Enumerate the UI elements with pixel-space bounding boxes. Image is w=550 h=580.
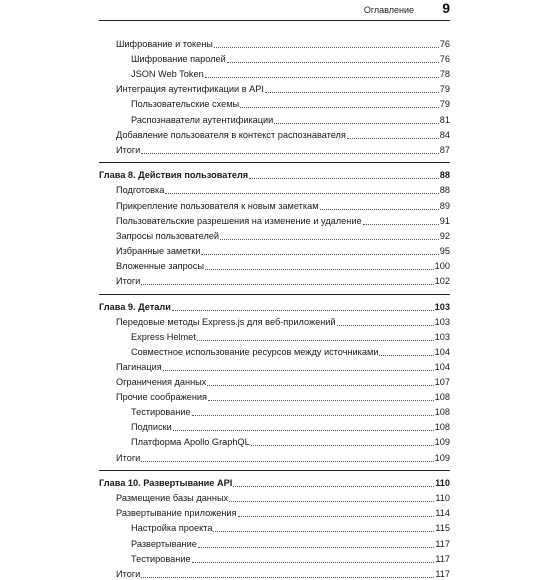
toc-entry-page: 117 — [435, 538, 450, 549]
page-number: 9 — [442, 0, 450, 16]
dot-leader — [347, 137, 439, 139]
page-header — [99, 0, 450, 21]
toc-entry-page: 79 — [439, 99, 450, 110]
toc-entry-title: Тестирование — [131, 553, 191, 564]
toc-entry-page: 117 — [435, 553, 450, 564]
dot-leader — [207, 384, 433, 386]
chapter-separator — [99, 162, 450, 181]
toc-entry-page: 79 — [439, 84, 450, 95]
toc-chapter-entry[interactable] — [99, 474, 450, 489]
toc-entry[interactable] — [99, 519, 450, 534]
toc-entry-title: Распознаватели аутентификации — [131, 114, 274, 125]
toc-entry-page: 115 — [435, 523, 450, 534]
dot-leader — [229, 500, 434, 502]
toc-entry[interactable] — [99, 550, 450, 565]
toc-entry-title: Пользовательские разрешения на изменение и удаление — [116, 215, 362, 226]
toc-entry-page: 76 — [439, 54, 450, 65]
toc-entry[interactable] — [99, 313, 450, 328]
toc-entry-title: Избранные заметки — [116, 245, 201, 256]
dot-leader — [249, 177, 439, 179]
toc-entry[interactable] — [99, 418, 450, 433]
toc-entry-title: Пользовательские схемы — [131, 99, 240, 110]
toc-entry[interactable] — [99, 565, 450, 580]
toc-entry-title: Развертывание — [131, 538, 197, 549]
toc-chapter-entry[interactable] — [99, 298, 450, 313]
toc-entry[interactable] — [99, 212, 450, 227]
toc-entry-page: 103 — [434, 331, 450, 342]
toc-entry-page: 104 — [434, 346, 450, 357]
dot-leader — [265, 91, 439, 93]
toc-entry-title: Платформа Apollo GraphQL — [131, 437, 250, 448]
toc-entry-page: 117 — [435, 568, 450, 579]
toc-entry-title: Прочие соображения — [116, 392, 208, 403]
dot-leader — [198, 546, 434, 548]
toc-entry-page: 89 — [439, 200, 450, 211]
dot-leader — [201, 253, 438, 255]
dot-leader — [165, 192, 438, 194]
dot-leader — [274, 122, 438, 124]
dot-leader — [141, 283, 433, 285]
toc-entry[interactable] — [99, 65, 450, 80]
toc-entry-page: 103 — [434, 301, 450, 312]
toc-entry[interactable] — [99, 80, 450, 95]
toc-chapter-entry[interactable] — [99, 166, 450, 181]
toc-entry-title: Запросы пользователей — [116, 230, 220, 241]
toc-entry-page: 102 — [434, 276, 450, 286]
toc-entry[interactable] — [99, 358, 450, 373]
toc-entry[interactable] — [99, 504, 450, 519]
toc-entry-title: Пагинация — [116, 361, 162, 372]
dot-leader — [227, 61, 439, 63]
dot-leader — [141, 576, 434, 578]
toc-entry[interactable] — [99, 489, 450, 504]
dot-leader — [233, 485, 434, 487]
dot-leader — [214, 46, 439, 48]
toc-entry-title: Прикрепление пользователя к новым заметкам — [116, 200, 319, 211]
toc-entry[interactable] — [99, 181, 450, 196]
toc-entry-page: 87 — [439, 144, 450, 155]
chapter-separator — [99, 294, 450, 313]
toc-entry-title: Глава 9. Детали — [99, 301, 171, 312]
toc-entry[interactable] — [99, 227, 450, 242]
toc-entry-title: JSON Web Token — [131, 69, 204, 80]
toc-entry[interactable] — [99, 272, 450, 287]
toc-entry-title: Размещение базы данных — [116, 493, 229, 504]
toc-entry-title: Шифрование паролей — [131, 54, 226, 65]
toc-entry-title: Шифрование и токены — [116, 39, 213, 50]
toc-entry-page: 100 — [434, 260, 450, 271]
dot-leader — [238, 515, 435, 517]
toc-entry[interactable] — [99, 110, 450, 125]
toc-entry-page: 95 — [439, 245, 450, 256]
toc-entry-page: 88 — [439, 170, 450, 181]
toc-entry-title: Добавление пользователя в контекст распознавателя — [116, 129, 346, 140]
toc-entry[interactable] — [99, 196, 450, 211]
dot-leader — [320, 208, 439, 210]
toc-entry-title: Ограничения данных — [116, 377, 207, 388]
toc-entry-title: Глава 8. Действия пользователя — [99, 170, 249, 181]
toc-entry-title: Итоги — [116, 276, 141, 286]
dot-leader — [141, 460, 433, 462]
toc-entry[interactable] — [99, 343, 450, 358]
dot-leader — [337, 324, 434, 326]
toc-entry[interactable] — [99, 534, 450, 549]
dot-leader — [208, 399, 434, 401]
toc-entry[interactable] — [99, 403, 450, 418]
toc-entry-title: Подписки — [131, 422, 172, 433]
dot-leader — [213, 530, 434, 532]
toc-entry[interactable] — [99, 35, 450, 50]
dot-leader — [205, 268, 434, 270]
toc-entry-title: Express Helmet — [131, 331, 196, 342]
toc-entry-page: 92 — [439, 230, 450, 241]
dot-leader — [379, 354, 433, 356]
toc-entry-page: 108 — [434, 392, 450, 403]
toc-entry-page: 91 — [439, 215, 450, 226]
toc-entry-page: 76 — [439, 39, 450, 50]
toc-entry[interactable] — [99, 141, 450, 156]
toc-entry-page: 81 — [439, 114, 450, 125]
toc-entry[interactable] — [99, 328, 450, 343]
toc-entry[interactable] — [99, 433, 450, 448]
toc-entry-title: Тестирование — [131, 407, 191, 418]
toc-entry[interactable] — [99, 448, 450, 463]
toc-entry-page: 88 — [439, 185, 450, 196]
toc-entry-title: Передовые методы Express.js для веб-приложений — [116, 316, 336, 327]
toc-entry[interactable] — [99, 242, 450, 257]
dot-leader — [172, 309, 434, 311]
chapter-separator — [99, 470, 450, 489]
toc-entry[interactable] — [99, 50, 450, 65]
toc-entry-title: Настройка проекта — [131, 523, 213, 534]
toc-entry-title: Вложенные запросы — [116, 260, 204, 271]
toc-entry-page: 108 — [434, 422, 450, 433]
toc-entry[interactable] — [99, 388, 450, 403]
toc-entry[interactable] — [99, 373, 450, 388]
dot-leader — [363, 223, 439, 225]
toc-entry-page: 114 — [435, 508, 450, 519]
toc-entry-page: 110 — [435, 493, 450, 504]
toc-entry-title: Развертывание приложения — [116, 508, 237, 519]
toc-entry-title: Итоги — [116, 452, 141, 463]
toc-entry-title: Итоги — [116, 144, 141, 155]
toc-entry-page: 84 — [439, 129, 450, 140]
toc-entry-title: Интеграция аутентификации в API — [116, 84, 264, 95]
dot-leader — [173, 429, 434, 431]
dot-leader — [205, 76, 439, 78]
toc-entry[interactable] — [99, 95, 450, 110]
dot-leader — [141, 152, 438, 154]
toc-entry-title: Совместное использование ресурсов между источниками — [131, 346, 379, 357]
toc-entry-title: Глава 10. Развертывание API — [99, 478, 233, 489]
table-of-contents — [99, 35, 450, 580]
dot-leader — [251, 444, 434, 446]
dot-leader — [192, 414, 434, 416]
toc-entry-page: 109 — [434, 452, 450, 463]
toc-entry-page: 110 — [435, 478, 450, 489]
toc-entry-page: 108 — [434, 407, 450, 418]
dot-leader — [220, 238, 439, 240]
dot-leader — [197, 339, 434, 341]
toc-entry-page: 104 — [434, 361, 450, 372]
toc-entry-title: Итоги — [116, 568, 141, 579]
toc-entry-title: Подготовка — [116, 185, 165, 196]
toc-entry-page: 107 — [434, 377, 450, 388]
toc-entry-page: 109 — [434, 437, 450, 448]
toc-entry-page: 78 — [439, 69, 450, 80]
running-section-title: Оглавление — [363, 5, 414, 15]
dot-leader — [163, 369, 434, 371]
toc-entry[interactable] — [99, 257, 450, 272]
toc-entry[interactable] — [99, 126, 450, 141]
toc-entry-page: 103 — [434, 316, 450, 327]
dot-leader — [192, 561, 435, 563]
dot-leader — [240, 106, 439, 108]
